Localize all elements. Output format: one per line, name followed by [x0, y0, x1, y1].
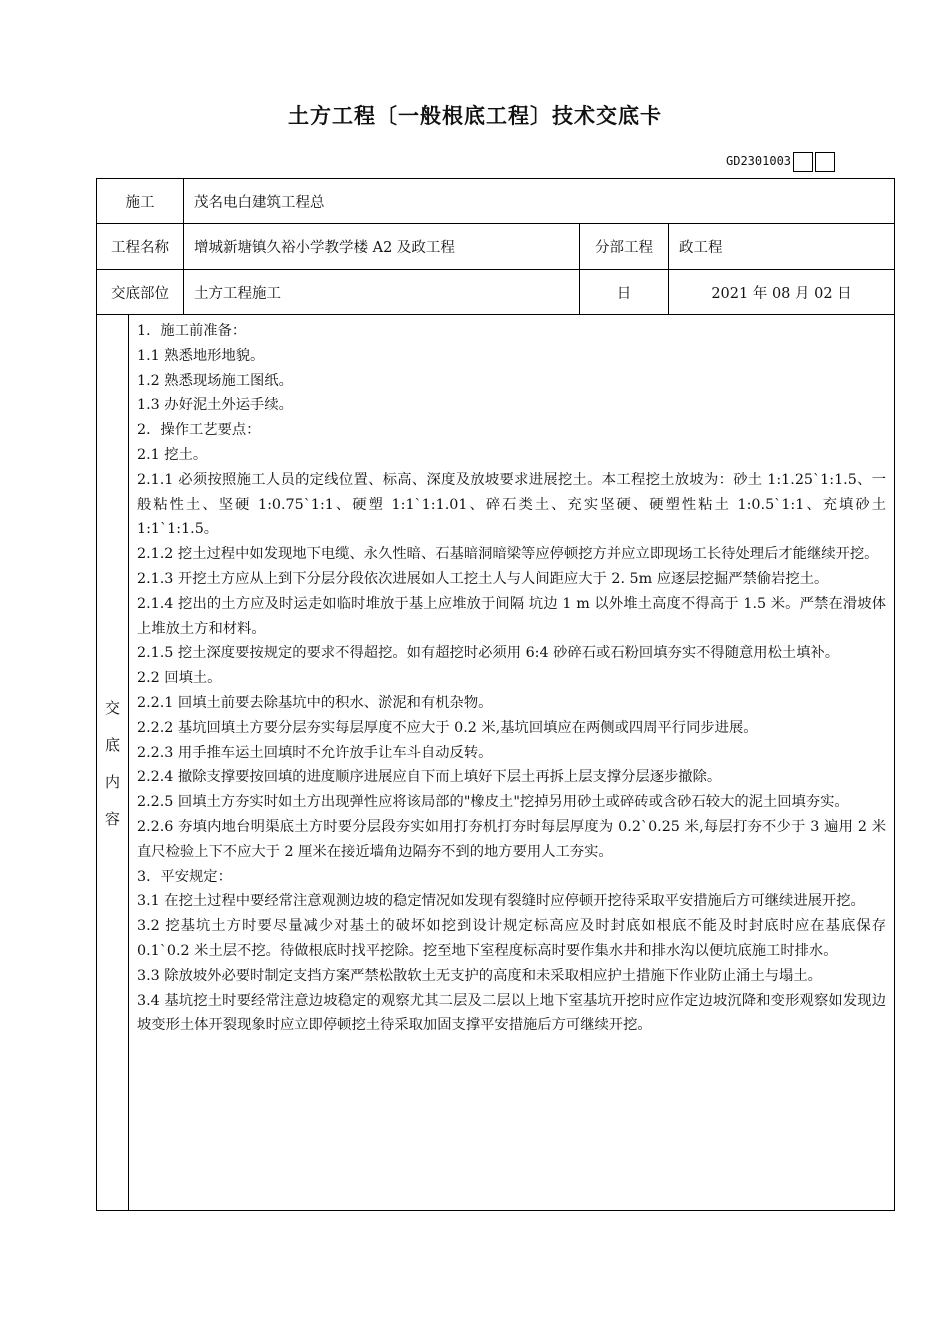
side-char: 交 — [104, 698, 120, 717]
document-code — [726, 150, 835, 172]
content-paragraph: 2.2.5 回填土方夯实时如土方出现弹性应将该局部的"橡皮土"挖掉另用砂土或碎砖或含砂石较大的泥土回填夯实。 — [137, 794, 849, 811]
content-paragraph: 2.2.3 用手推车运土回填时不允许放手让车斗自动反转。 — [137, 744, 493, 761]
content-paragraph: 2．操作工艺要点： — [137, 422, 261, 439]
handover-part-value: 土方工程施工 — [184, 270, 580, 315]
content-paragraph: 1.3 办好泥土外运手续。 — [137, 397, 293, 414]
project-name-label: 工程名称 — [97, 224, 184, 270]
content-paragraph: 2.2.6 夯填内地台明渠底土方时要分层段夯实如用打夯机打夯时每层厚度为 0.2`0.25 米,每层打夯不少于 3 遍用 2 米直尺检验上下不应大于 2 厘米在接近墙角边隔夯不到的地方要用人工夯实。 — [137, 818, 887, 860]
content-paragraph: 3．平安规定： — [137, 868, 232, 885]
content-paragraph: 2.2.4 撤除支撑要按回填的进度顺序进展应自下而上填好下层土再拆上层支撑分层逐步撤除。 — [137, 769, 722, 786]
content-paragraph: 1.2 熟悉现场施工图纸。 — [137, 372, 293, 389]
sub-project-value: 政工程 — [669, 224, 895, 270]
sub-project-label: 分部工程 — [580, 224, 669, 270]
content-paragraph: 2.1.5 挖土深度要按规定的要求不得超挖。如有超挖时必须用 6:4 砂碎石或石粉回填夯实不得随意用松土填补。 — [137, 645, 840, 662]
content-paragraph: 2.1.2 挖土过程中如发现地下电缆、永久性暗、石基暗洞暗梁等应停顿挖方并应立即现场工长待处理后才能继续开挖。 — [137, 546, 879, 563]
side-char: 容 — [104, 809, 120, 828]
handover-part-label: 交底部位 — [97, 270, 184, 315]
side-char: 底 — [104, 735, 120, 754]
construction-value: 茂名电白建筑工程总 — [184, 179, 895, 224]
date-label: 日 — [580, 270, 669, 315]
content-paragraph: 2.2 回填土。 — [137, 670, 222, 687]
document-title: 土方工程〔一般根底工程〕技术交底卡 — [288, 104, 662, 128]
row-project-name — [97, 224, 895, 270]
content-paragraph: 1.1 熟悉地形地貌。 — [137, 347, 265, 364]
row-handover-part — [97, 270, 895, 315]
document-code-text: GD2301003 — [726, 154, 792, 168]
handover-content-side-label — [97, 315, 129, 1211]
content-paragraph: 2.1.4 挖出的土方应及时运走如临时堆放于基上应堆放于间隔 坑边 1 m 以外堆土高度不得高于 1.5 米。严禁在滑坡体上堆放土方和材料。 — [137, 595, 887, 637]
date-value: 2021 年 08 月 02 日 — [669, 270, 895, 315]
code-checkbox-2 — [815, 152, 835, 172]
content-paragraph: 2.1.1 必须按照施工人员的定线位置、标高、深度及放坡要求进展挖土。本工程挖土放坡为：砂土 1:1.25`1:1.5、一般粘性土、坚硬 1:0.75`1:1、硬塑 1:1`1:1.01、碎石类土、充实坚硬、硬塑性粘土 1:0.5`1:1、充填砂土 1:1`1:1.5。 — [137, 471, 887, 538]
content-paragraph: 2.2.2 基坑回填土方要分层夯实每层厚度不应大于 0.2 米,基坑回填应在两侧或四周平行同步进展。 — [137, 719, 758, 736]
content-paragraph: 1．施工前准备： — [137, 323, 247, 339]
code-checkbox-1 — [793, 152, 813, 172]
row-construction — [97, 179, 895, 224]
content-paragraph: 3.2 挖基坑土方时要尽量减少对基土的破坏如挖到设计规定标高应及时封底如根底不能及时封底时应在基底保存 0.1`0.2 米土层不挖。待做根底时找平挖除。挖至地下室程度标高时要作集水井和排水沟以便坑底施工时排水。 — [137, 918, 887, 959]
project-name-value: 增城新塘镇久裕小学教学楼 A2 及政工程 — [184, 224, 580, 270]
content-paragraph: 3.4 基坑挖土时要经常注意边坡稳定的观察尤其二层及二层以上地下室基坑开挖时应作定边坡沉降和变形观察如发现边坡变形土体开裂现象时应立即停顿挖土待采取加固支撑平安措施后方可继续开挖。 — [137, 992, 887, 1034]
row-content — [97, 315, 895, 1211]
content-paragraph: 2.1.3 开挖土方应从上到下分层分段依次进展如人工挖土人与人间距应大于 2. 5m 应逐层挖掘严禁偷岩挖土。 — [137, 570, 829, 587]
handover-content — [129, 315, 895, 1211]
side-char: 内 — [104, 772, 120, 791]
content-paragraph: 3.1 在挖土过程中要经常注意观测边坡的稳定情况如发现有裂缝时应停顿开挖待采取平安措施后方可继续进展开挖。 — [137, 893, 865, 910]
content-paragraph: 2.1 挖土。 — [137, 446, 208, 463]
handover-card-table — [96, 178, 895, 1211]
construction-label: 施工 — [97, 179, 184, 224]
content-paragraph: 2.2.1 回填土前要去除基坑中的积水、淤泥和有机杂物。 — [137, 694, 493, 711]
content-paragraph: 3.3 除放坡外必要时制定支挡方案严禁松散软土无支护的高度和未采取相应护土措施下作业防止涌土与塌土。 — [137, 967, 822, 984]
